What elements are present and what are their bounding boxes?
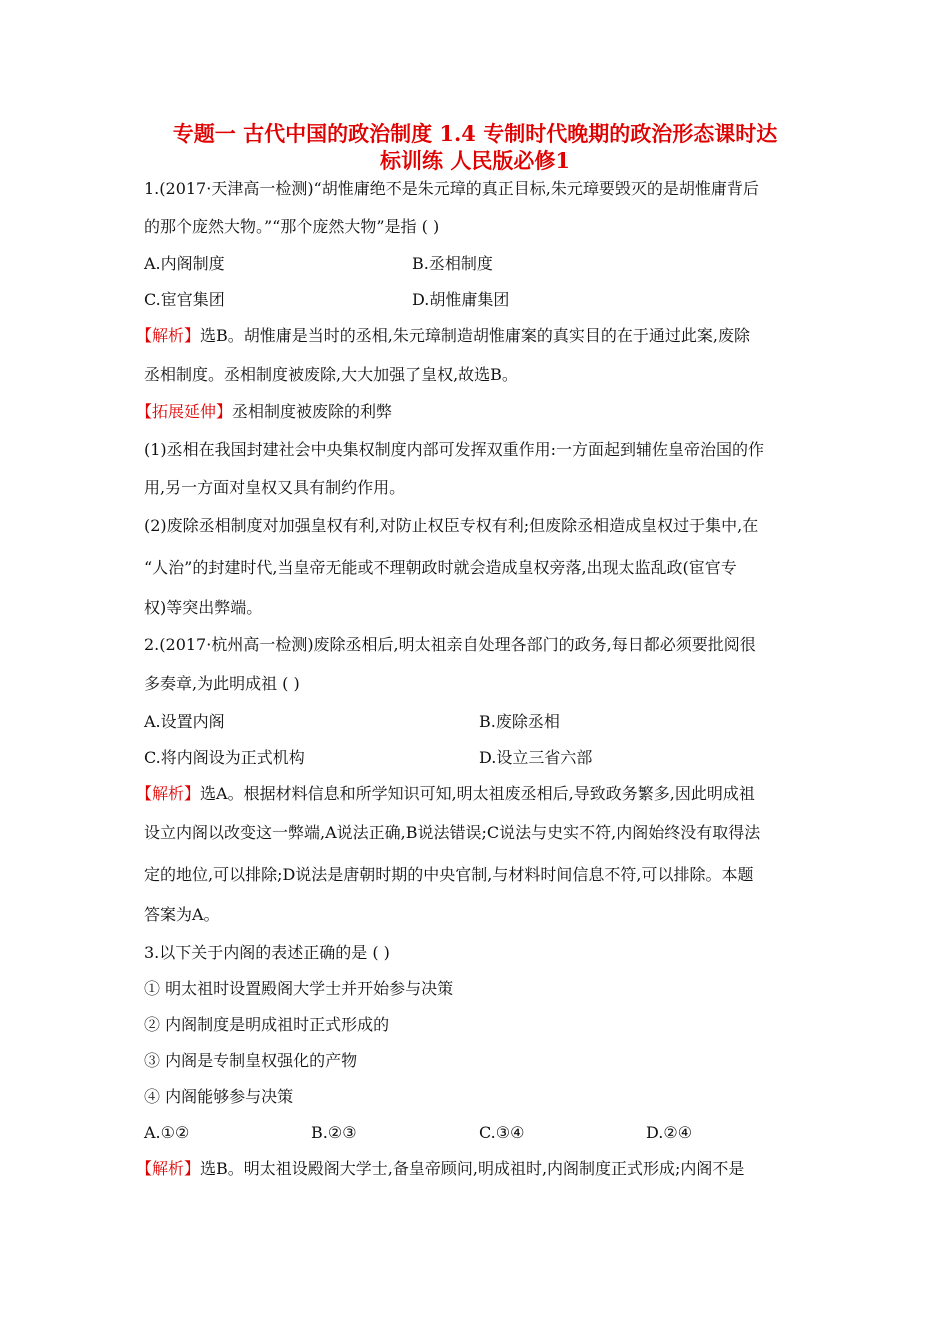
analysis-tag: 【解析】 — [136, 326, 201, 345]
q1-option-a: A.内阁制度 — [144, 254, 225, 273]
q1-extension-1a: (1)丞相在我国封建社会中央集权制度内部可发挥双重作用:一方面起到辅佐皇帝治国的作 — [144, 440, 765, 459]
q1-stem-line-2: 的那个庞然大物。”“那个庞然大物”是指 ( ) — [144, 217, 440, 236]
q3-item-4: ④ 内阁能够参与决策 — [144, 1087, 294, 1106]
page-title — [60, 120, 890, 174]
q1-option-d: D.胡惟庸集团 — [412, 290, 510, 309]
q3-option-a: A.①② — [144, 1123, 190, 1142]
q1-extension-2a: (2)废除丞相制度对加强皇权有利,对防止权臣专权有利;但废除丞相造成皇权过于集中,在 — [144, 516, 759, 535]
analysis-tag: 【解析】 — [136, 1159, 201, 1178]
q2-analysis-line-2: 设立内阁以改变这一弊端,A说法正确,B说法错误;C说法与史实不符,内阁始终没有取得法 — [144, 823, 761, 842]
q2-analysis-line-4: 答案为A。 — [144, 905, 220, 924]
q2-stem-line-1: 2.(2017·杭州高一检测)废除丞相后,明太祖亲自处理各部门的政务,每日都必须要批阅很 — [144, 635, 756, 654]
q3-analysis-line-1: 【解析】选B。明太祖设殿阁大学士,备皇帝顾问,明成祖时,内阁制度正式形成;内阁不是 — [136, 1159, 745, 1178]
q1-option-c: C.宦官集团 — [144, 290, 225, 309]
q1-extension-2b: “人治”的封建时代,当皇帝无能或不理朝政时就会造成皇权旁落,出现太监乱政(宦官专 — [144, 558, 737, 577]
q2-option-b: B.废除丞相 — [479, 712, 560, 731]
q2-analysis-line-3: 定的地位,可以排除;D说法是唐朝时期的中央官制,与材料时间信息不符,可以排除。本题 — [144, 865, 754, 884]
q1-option-b: B.丞相制度 — [412, 254, 493, 273]
q3-item-2: ② 内阁制度是明成祖时正式形成的 — [144, 1015, 390, 1034]
q3-item-1: ① 明太祖时设置殿阁大学士并开始参与决策 — [144, 979, 454, 998]
analysis-tag: 【解析】 — [136, 784, 201, 803]
q1-extension-1b: 用,另一方面对皇权又具有制约作用。 — [144, 478, 406, 497]
q1-extension-2c: 权)等突出弊端。 — [144, 598, 263, 617]
q3-option-c: C.③④ — [479, 1123, 525, 1142]
q2-option-a: A.设置内阁 — [144, 712, 225, 731]
q3-option-b: B.②③ — [311, 1123, 357, 1142]
q1-extension-heading: 【拓展延伸】丞相制度被废除的利弊 — [136, 402, 393, 421]
q2-stem-line-2: 多奏章,为此明成祖 ( ) — [144, 674, 300, 693]
title-line-2: 标训练 人民版必修1 — [380, 148, 570, 173]
q1-stem-line-1: 1.(2017·天津高一检测)“胡惟庸绝不是朱元璋的真正目标,朱元璋要毁灭的是胡惟庸背后 — [144, 179, 759, 198]
title-line-1: 专题一 古代中国的政治制度 1.4 专制时代晚期的政治形态课时达 — [172, 121, 778, 146]
q2-analysis-line-1: 【解析】选A。根据材料信息和所学知识可知,明太祖废丞相后,导致政务繁多,因此明成祖 — [136, 784, 755, 803]
extension-tag: 【拓展延伸】 — [136, 402, 233, 421]
q2-option-d: D.设立三省六部 — [479, 748, 593, 767]
q2-option-c: C.将内阁设为正式机构 — [144, 748, 305, 767]
q3-stem: 3.以下关于内阁的表述正确的是 ( ) — [144, 943, 390, 962]
q1-analysis-line-1: 【解析】选B。胡惟庸是当时的丞相,朱元璋制造胡惟庸案的真实目的在于通过此案,废除 — [136, 326, 750, 345]
q3-option-d: D.②④ — [646, 1123, 693, 1142]
q3-item-3: ③ 内阁是专制皇权强化的产物 — [144, 1051, 358, 1070]
q1-analysis-line-2: 丞相制度。丞相制度被废除,大大加强了皇权,故选B。 — [144, 365, 518, 384]
